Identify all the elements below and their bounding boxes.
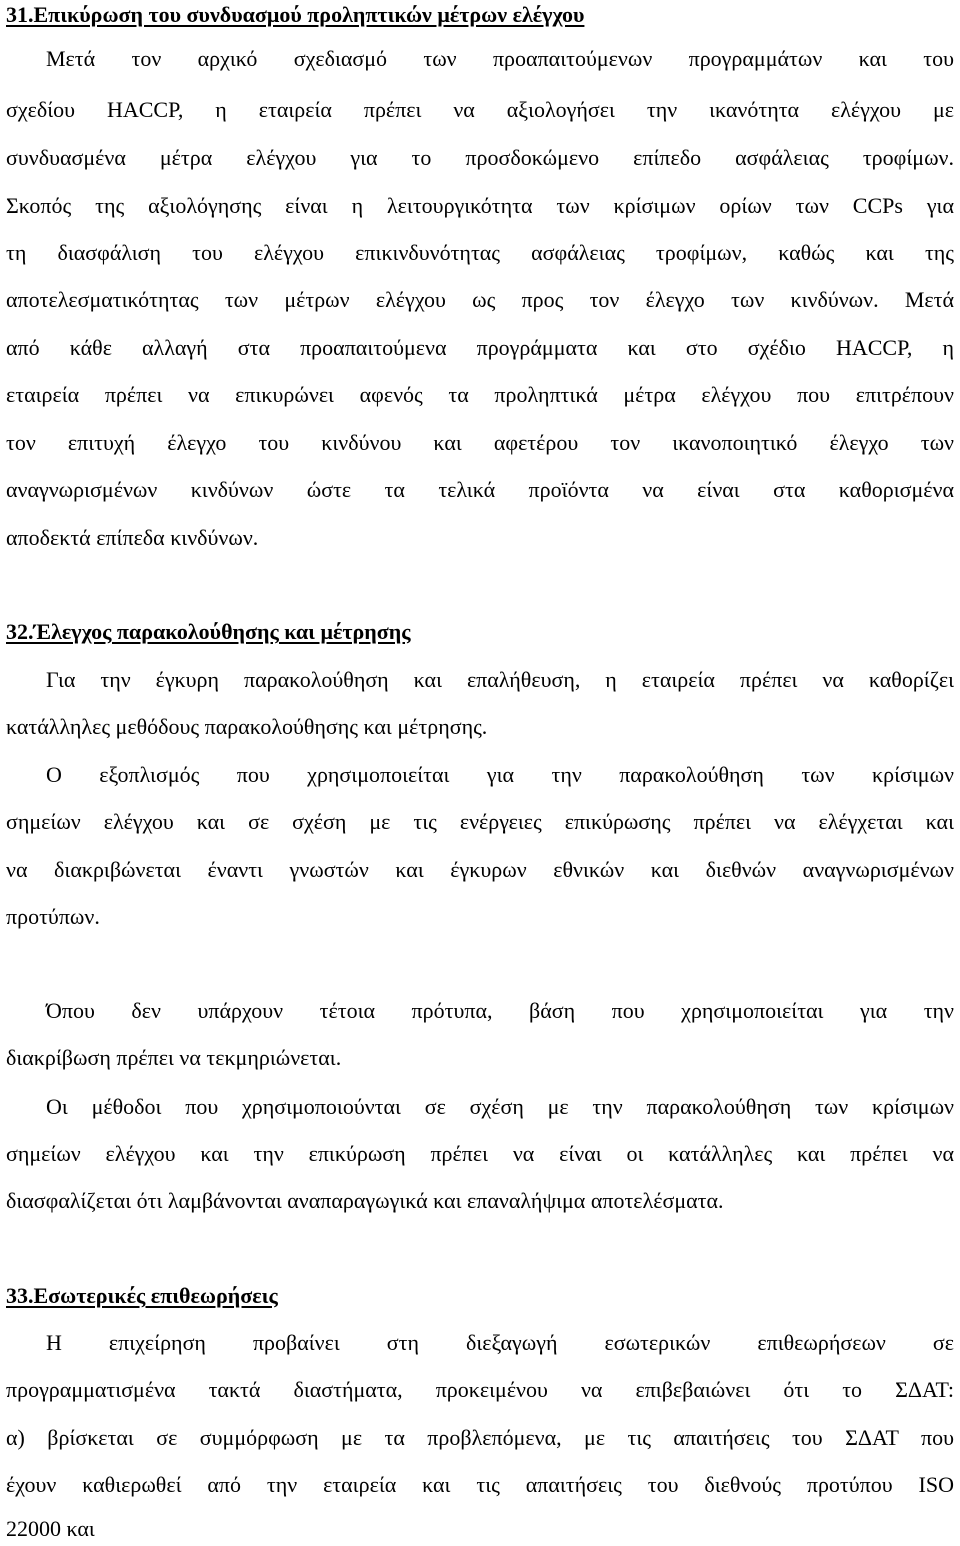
section-32-line-2: κατάλληλες μεθόδους παρακολούθησης και μέτρησης. (6, 714, 488, 739)
section-33-heading: 33.Εσωτερικές επιθεωρήσεις (6, 1283, 278, 1308)
section-33-line-3: α) βρίσκεται σε συμμόρφωση με τα προβλεπόμενα, με τις απαιτήσεις του ΣΔΑΤ που (6, 1425, 954, 1450)
section-31-line-1: Μετά τον αρχικό σχεδιασμό των προαπαιτούμενων προγραμμάτων και του (46, 46, 954, 71)
section-31-line-7: από κάθε αλλαγή στα προαπαιτούμενα προγράμματα και στο σχέδιο HACCP, η (6, 335, 954, 360)
section-33-line-4: έχουν καθιερωθεί από την εταιρεία και τις απαιτήσεις του διεθνούς προτύπου ISO (6, 1472, 954, 1497)
section-31-line-11: αποδεκτά επίπεδα κινδύνων. (6, 525, 259, 550)
section-32-heading: 32.Έλεγχος παρακολούθησης και μέτρησης (6, 619, 411, 644)
section-32-line-9: Οι μέθοδοι που χρησιμοποιούνται σε σχέση με την παρακολούθηση των κρίσιμων (46, 1094, 954, 1119)
section-31-line-3: συνδυασμένα μέτρα ελέγχου για το προσδοκώμενο επίπεδο ασφάλειας τροφίμων. (6, 145, 954, 170)
section-31-line-9: τον επιτυχή έλεγχο του κινδύνου και αφετέρου τον ικανοποιητικό έλεγχο των (6, 430, 954, 455)
section-33-line-5: 22000 και (6, 1516, 95, 1541)
section-32-line-10: σημείων ελέγχου και την επικύρωση πρέπει να είναι οι κατάλληλες και πρέπει να (6, 1141, 954, 1166)
section-32-line-11: διασφαλίζεται ότι λαμβάνονται αναπαραγωγικά και επαναλήψιμα αποτελέσματα. (6, 1188, 724, 1213)
section-33-line-1: Η επιχείρηση προβαίνει στη διεξαγωγή εσωτερικών επιθεωρήσεων σε (46, 1330, 954, 1355)
section-31-line-2: σχεδίου HACCP, η εταιρεία πρέπει να αξιολογήσει την ικανότητα ελέγχου με (6, 97, 954, 122)
section-31-line-6: αποτελεσματικότητας των μέτρων ελέγχου ως προς τον έλεγχο των κινδύνων. Μετά (6, 287, 954, 312)
section-32-line-7: Όπου δεν υπάρχουν τέτοια πρότυπα, βάση που χρησιμοποιείται για την (46, 998, 954, 1023)
section-32-line-4: σημείων ελέγχου και σε σχέση με τις ενέργειες επικύρωσης πρέπει να ελέγχεται και (6, 809, 954, 834)
section-31-line-4: Σκοπός της αξιολόγησης είναι η λειτουργικότητα των κρίσιμων ορίων των CCPs για (6, 193, 954, 218)
section-31-line-10: αναγνωρισμένων κινδύνων ώστε τα τελικά προϊόντα να είναι στα καθορισμένα (6, 477, 954, 502)
section-32-line-1: Για την έγκυρη παρακολούθηση και επαλήθευση, η εταιρεία πρέπει να καθορίζει (46, 667, 954, 692)
section-31-line-5: τη διασφάλιση του ελέγχου επικινδυνότητας ασφάλειας τροφίμων, καθώς και της (6, 240, 954, 265)
section-31-line-8: εταιρεία πρέπει να επικυρώνει αφενός τα προληπτικά μέτρα ελέγχου που επιτρέπουν (6, 382, 954, 407)
section-32-line-5: να διακριβώνεται έναντι γνωστών και έγκυρων εθνικών και διεθνών αναγνωρισμένων (6, 857, 954, 882)
section-32-line-6: προτύπων. (6, 904, 100, 929)
section-31-heading: 31.Επικύρωση του συνδυασμού προληπτικών μέτρων ελέγχου (6, 2, 585, 27)
section-32-line-8: διακρίβωση πρέπει να τεκμηριώνεται. (6, 1045, 342, 1070)
section-33-line-2: προγραμματισμένα τακτά διαστήματα, προκειμένου να επιβεβαιώνει ότι το ΣΔΑΤ: (6, 1377, 954, 1402)
section-32-line-3: Ο εξοπλισμός που χρησιμοποιείται για την παρακολούθηση των κρίσιμων (46, 762, 954, 787)
